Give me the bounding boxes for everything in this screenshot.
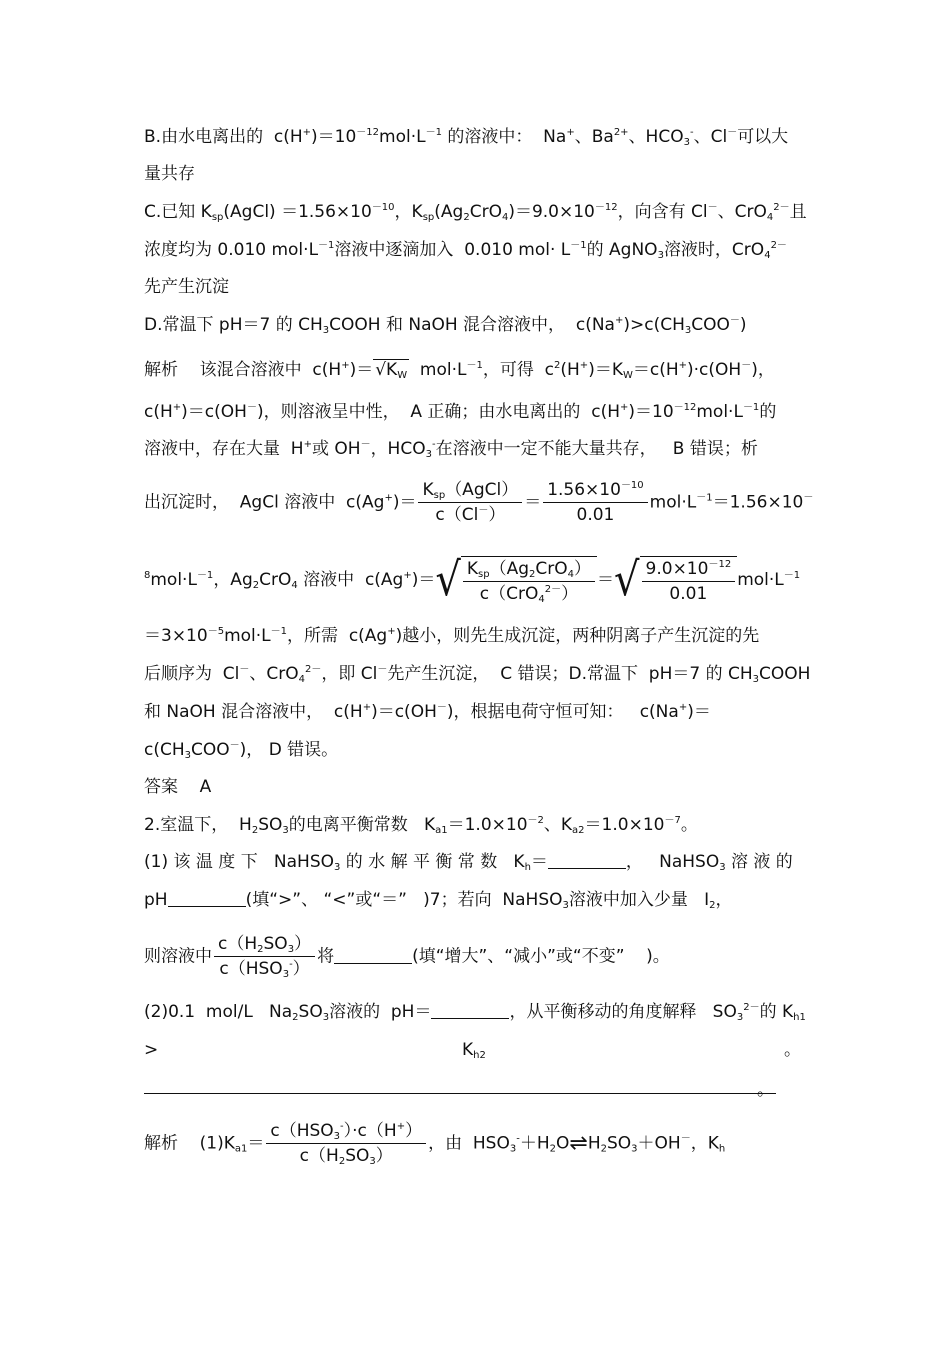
text-line: 浓度均为 0.010 $mol\cdot L^{-1}$溶液中逐滴加入 0.010 $mol\cdot L^{-1}$的 AgNO$_3$溶液时，CrO$_4^{2-}$ [144,240,787,261]
text-line: > $K_{h2}$ 。 [144,1040,801,1061]
text-line: 解析 该混合溶液中 $c(H^+)= √K_W$ $mol\cdot L^{-1}$，可得 $c^2(H^+)=K_W=c(H^+)\cdot c(OH^-)$， [144,360,775,381]
answer-line-blank[interactable] [144,1093,776,1094]
text-line: 溶液中，存在大量 H+或 OH－，$HCO_3^-$在溶液中一定不能大量共存， B 错误；析 [144,439,758,460]
text-line: 出沉淀时， AgCl 溶液中 c(Ag+)＝ $\frac{K_{sp}(AgCl)}{c(Cl^-)}$ ＝ $\frac{1.56\times 10^{-10}}{0.01}$ $mol\cdot L^{-1}=1.56\times 10^-$ [144,480,814,525]
text-line: 解析 $(1)K_{a1}=$ $\frac{c(HSO_3^-)\cdot c(H^+)}{c(H_2SO_3)}$ ，由 $HSO_3^-+H_2O\rightleftharpoons H_2SO_3+OH^-$，$K_h$ [144,1121,726,1167]
text-line: C.已知 $K_{sp}(AgCl) =1.56\times 10^{-10}$，$K_{sp}(Ag_2CrO_4)=9.0\times 10^{-12}$，向含有 Cl－、CrO$_4^{2-}$且 [144,202,807,223]
text-line: c(H+)＝c(OH－)，则溶液呈中性， A 正确；由水电离出的 $c(H^+)=10^{-12}mol\cdot L^{-1}$的 [144,402,777,422]
answer-line: 答案 A [144,777,212,797]
text-line: B.由水电离出的 $c(H^+)=10^{-12}mol\cdot L^{-1}$ 的溶液中： Na+、$Ba^{2+}$、$HCO_3^-$、Cl－可以大 [144,127,789,148]
text-line: $=3\times 10^{-5}mol\cdot L^{-1}$，所需 c(Ag+)越小，则先生成沉淀，两种阴离子产生沉淀的先 [144,626,760,646]
text-line: 先产生沉淀 [144,277,229,297]
text-line: 和 NaOH 混合溶液中， c(H+)＝c(OH－)，根据电荷守恒可知： c(Na+)＝ [144,702,711,722]
answer-blank[interactable] [431,1004,509,1019]
answer-blank[interactable] [548,854,626,869]
text-line: $^8mol\cdot L^{-1}$，$Ag_2CrO_4$ 溶液中 c(Ag+)＝√ $\frac{K_{sp}(Ag_2CrO_4)}{c(CrO_4^{2-})}$ ＝√ $\frac{9.0\times 10^{-12}}{0.01}$ $mol\cdot L^{-1}$ [144,553,801,607]
answer-blank[interactable] [168,892,246,907]
text-line: D.常温下 pH＝7 的 $CH_3COOH$ 和 NaOH 混合溶液中， $c(Na^+)>c(CH_3COO^-)$ [144,315,747,336]
text-line: 则溶液中 $\frac{c(H_2SO_3)}{c(HSO_3^-)}$ 将 (填“增大”、“减小”或“不变” )。 [144,934,670,980]
text-line: (2)0.1 mol/L $Na_2SO_3$溶液的 pH＝ ，从平衡移动的角度解释 $SO_3^{2-}$的 $K_{h1}$ [144,1002,806,1023]
text-line: $c(CH_3COO^-)$， D 错误。 [144,740,339,761]
text-line: 后顺序为 Cl－、CrO$_4^{2-}$，即 Cl－先产生沉淀， C 错误；D.常温下 pH＝7 的 $CH_3COOH$ [144,664,811,685]
text-line: pH (填“>”、 “<”或“＝” )7；若向 NaHSO$_3$溶液中加入少量 $I_2$， [144,890,733,911]
text-line: 量共存 [144,164,195,184]
text-line: (1) 该 温 度 下 NaHSO$_3$ 的 水 解 平 衡 常 数 $K_h=$ ， NaHSO$_3$ 溶 液 的 [144,852,793,873]
text-line: 。 [757,1080,774,1100]
answer-blank[interactable] [334,949,412,964]
question-2-title: 2.室温下， $H_2SO_3$的电离平衡常数 $K_{a1}=1.0\times 10^{-2}$、$K_{a2}=1.0\times 10^{-7}$。 [144,815,698,836]
